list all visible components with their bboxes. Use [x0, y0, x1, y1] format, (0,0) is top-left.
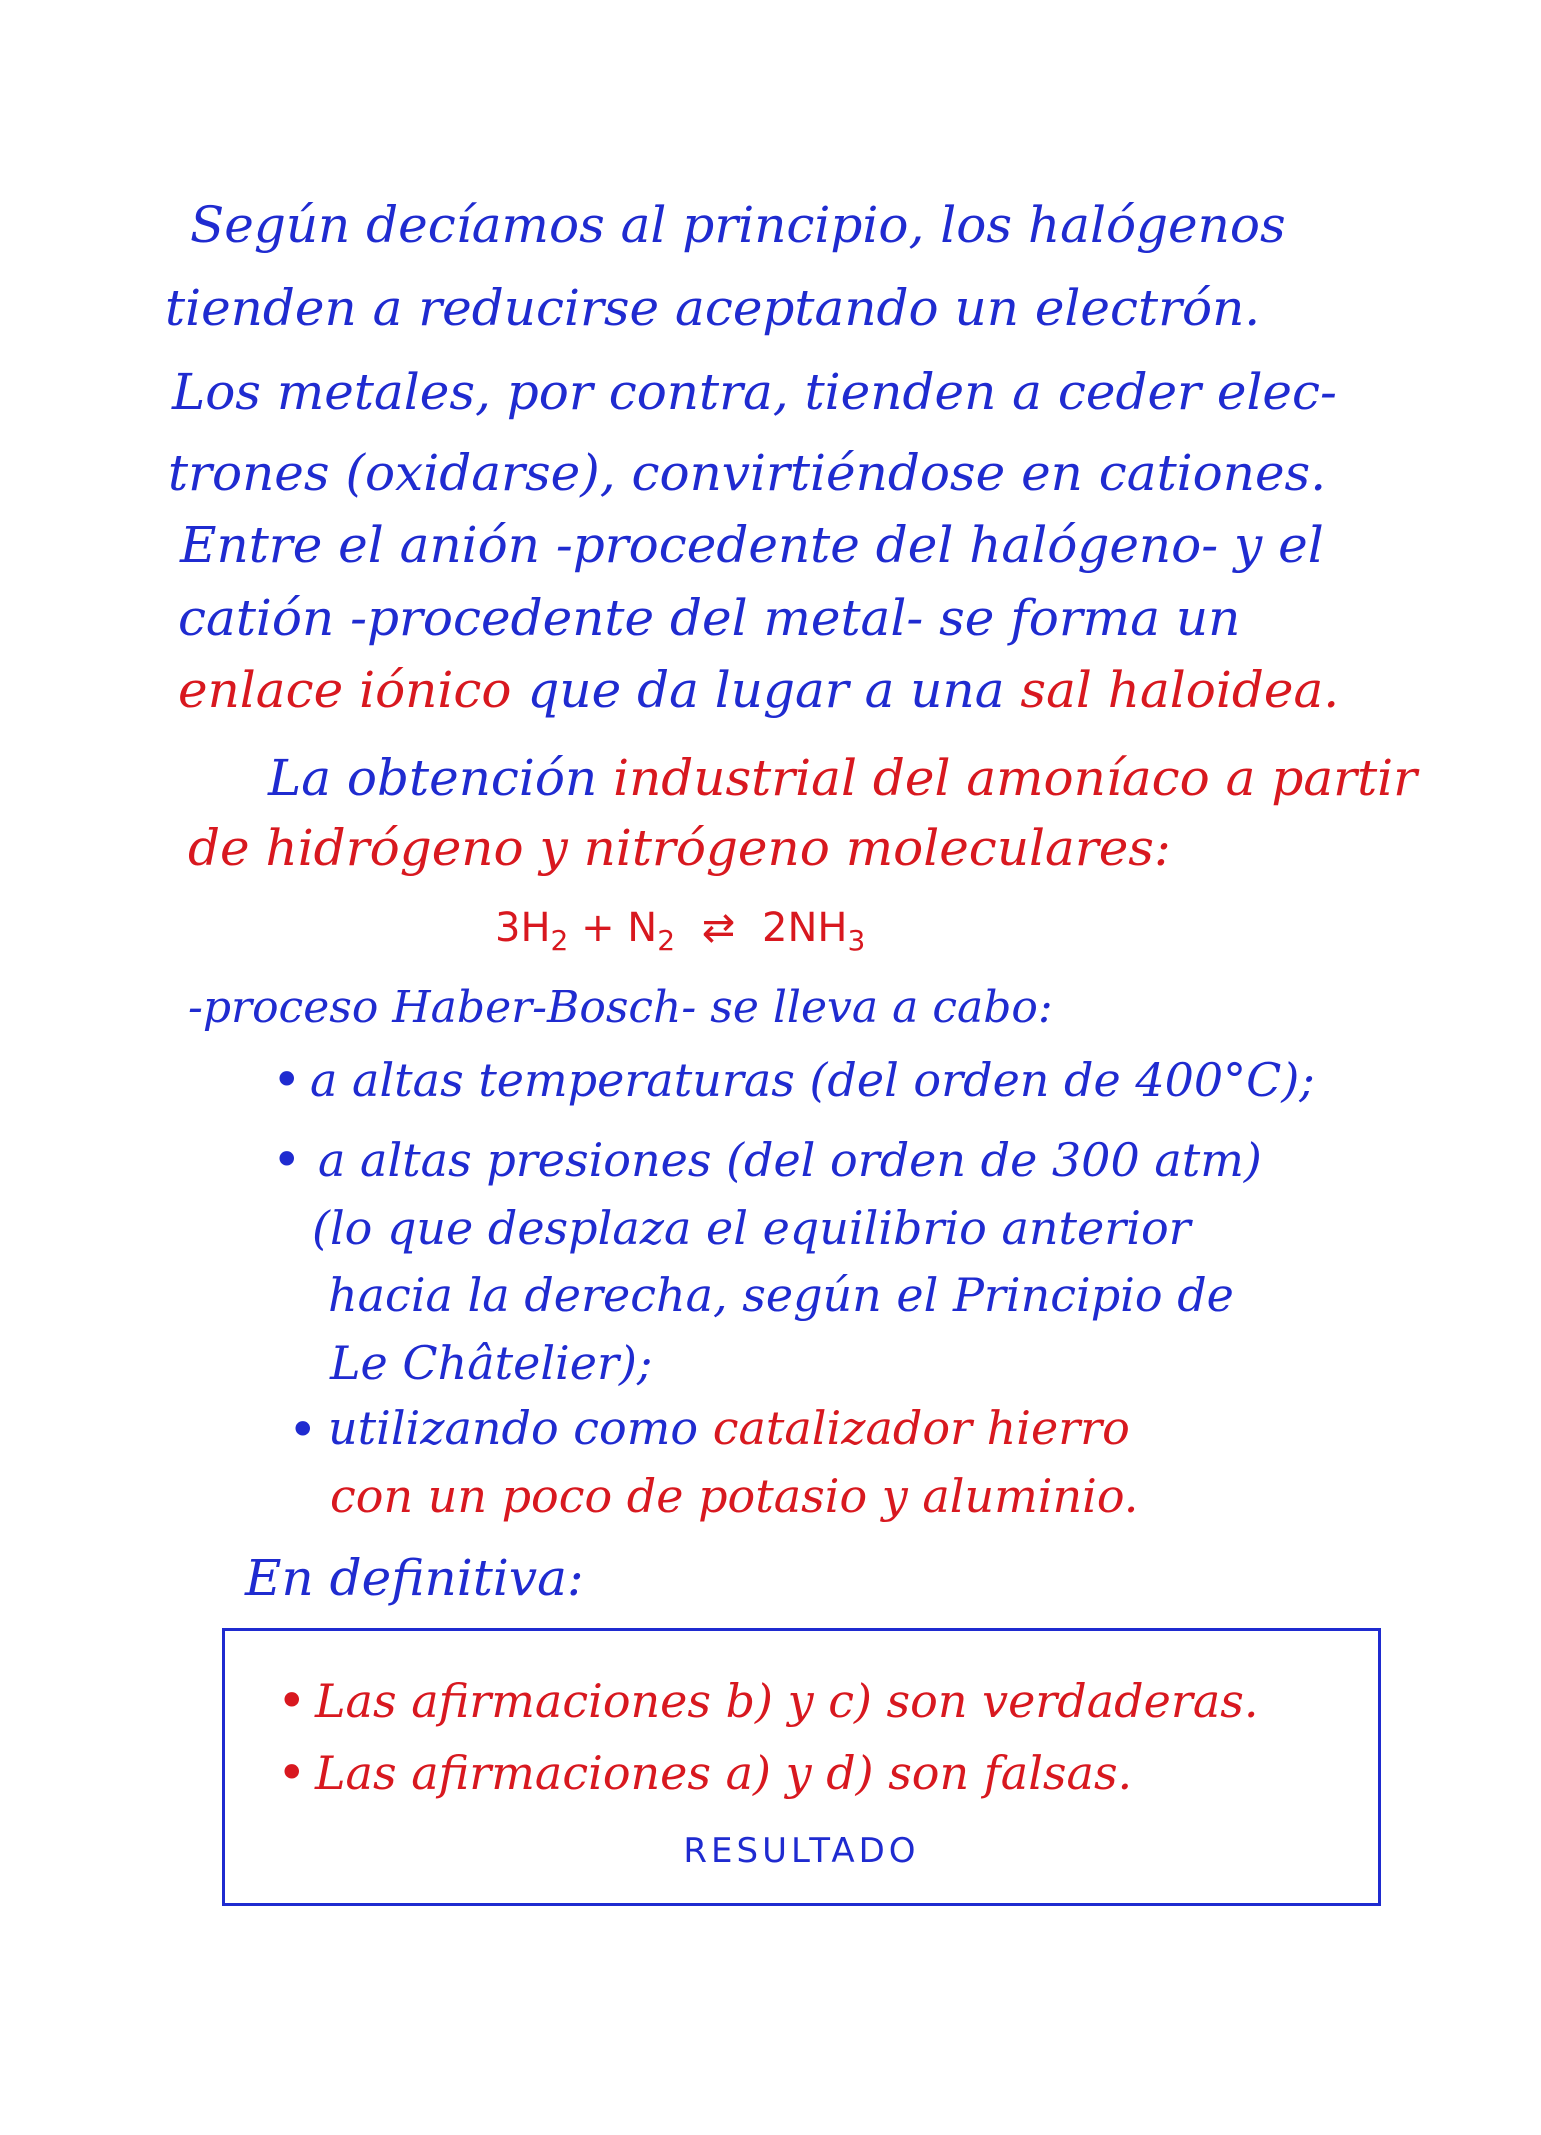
- eq-n-sub: 2: [657, 924, 676, 957]
- para1-line6: catión -procedente del metal- se forma un: [178, 589, 1241, 647]
- bullet2-line3: hacia la derecha, según el Principio de: [328, 1268, 1234, 1322]
- result-label: RESULTADO: [683, 1831, 920, 1871]
- eq-h-sub: 2: [550, 924, 569, 957]
- bullet3-line2: con un poco de potasio y aluminio.: [330, 1469, 1139, 1523]
- para2-line1-start: La obtención: [268, 749, 598, 807]
- eq-nh: 2NH: [762, 905, 848, 951]
- bullet2-line4: Le Châtelier);: [330, 1336, 653, 1390]
- bullet3-start: utilizando como: [328, 1401, 699, 1455]
- bullet2-line2: (lo que desplaza el equilibrio anterior: [312, 1201, 1191, 1255]
- para1-line4: trones (oxidarse), convirtiéndose en cationes.: [168, 444, 1327, 502]
- ionic-bond-text: enlace iónico: [178, 661, 512, 719]
- haloid-salt-text: sal haloidea.: [1020, 661, 1340, 719]
- para1-line5: Entre el anión -procedente del halógeno- y el: [180, 516, 1324, 574]
- para2-line1-rest: industrial del amoníaco a partir: [613, 749, 1418, 807]
- bullet3-line1: [328, 1398, 1130, 1458]
- catalyst-text: catalizador hierro: [712, 1401, 1130, 1455]
- para2-line3: -proceso Haber-Bosch- se lleva a cabo:: [188, 982, 1053, 1033]
- bullet1-text: a altas temperaturas (del orden de 400°C);: [310, 1053, 1315, 1107]
- para2-line1: [268, 748, 1417, 808]
- conclusion-intro: En definitiva:: [245, 1549, 584, 1607]
- bullet-dot-icon: •: [272, 1051, 302, 1109]
- result-bullet1: Las afirmaciones b) y c) son verdaderas.: [315, 1674, 1259, 1728]
- para1-line3: Los metales, por contra, tienden a ceder elec-: [172, 363, 1337, 421]
- eq-n: + N: [581, 905, 658, 951]
- para2-line2: de hidrógeno y nitrógeno moleculares:: [188, 819, 1171, 877]
- bullet-dot-icon: •: [272, 1131, 302, 1189]
- equilibrium-arrow-icon: ⇄: [701, 905, 736, 951]
- para1-line7: [178, 660, 1339, 720]
- bullet-dot-icon: •: [277, 1672, 307, 1730]
- eq-h: 3H: [495, 905, 551, 951]
- bullet-dot-icon: •: [277, 1744, 307, 1802]
- haber-equation: [495, 898, 865, 971]
- para1-line1: Según decíamos al principio, los halógenos: [190, 196, 1286, 254]
- bullet-dot-icon: •: [288, 1401, 318, 1459]
- result-bullet2: Las afirmaciones a) y d) son falsas.: [315, 1746, 1133, 1800]
- para1-line7-middle: que da lugar a una: [527, 661, 1005, 719]
- result-box: [222, 1628, 1381, 1906]
- para1-line2: tienden a reducirse aceptando un electrón.: [165, 279, 1261, 337]
- eq-nh-sub: 3: [847, 924, 866, 957]
- bullet2-line1: a altas presiones (del orden de 300 atm): [318, 1133, 1262, 1187]
